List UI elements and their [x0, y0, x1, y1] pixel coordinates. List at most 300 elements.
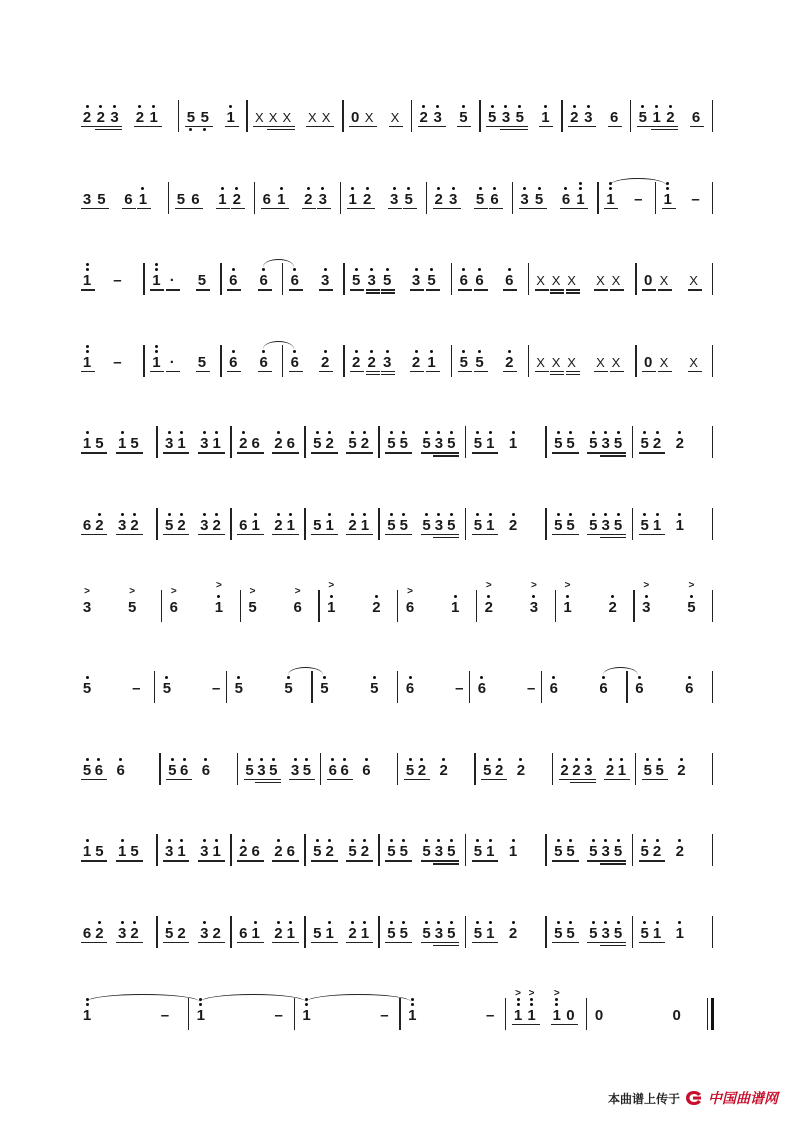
- octave-dot: [277, 921, 280, 924]
- octave-dot: [480, 676, 483, 679]
- octave-dot: [437, 431, 440, 434]
- note-digit: 0: [594, 1006, 604, 1024]
- barline: [311, 671, 312, 703]
- barline: [378, 508, 379, 540]
- duration-underline: [550, 374, 564, 375]
- score-line: [0, 255, 792, 315]
- note-digit: 5: [640, 925, 649, 942]
- duration-underline: [134, 126, 148, 127]
- note-digit: 2: [605, 761, 615, 779]
- note-digit: X: [596, 273, 605, 289]
- duration-underline: [366, 292, 380, 293]
- note-digit: 5: [97, 190, 106, 208]
- octave-dot: [272, 758, 275, 761]
- note-digit: 6: [328, 761, 337, 779]
- octave-dot: [552, 676, 555, 679]
- duration-underline: [306, 126, 320, 127]
- note-digit: 1: [152, 353, 161, 371]
- duration-underline: [433, 208, 447, 209]
- note-digit: 5: [643, 761, 652, 779]
- note-digit: 3: [601, 925, 610, 942]
- octave-dot: [402, 513, 405, 516]
- accent-mark: >: [328, 579, 335, 591]
- note-digit: 6: [459, 272, 468, 290]
- duration-underline: [690, 126, 704, 127]
- octave-dot: [462, 105, 465, 108]
- accent-mark: >: [553, 987, 560, 999]
- note-digit: 5: [387, 925, 396, 942]
- octave-dot: [307, 187, 310, 190]
- barline: [635, 263, 636, 295]
- note-digit: 2: [675, 843, 684, 861]
- octave-dot: [98, 513, 101, 516]
- note-digit: 2: [82, 109, 92, 126]
- note-digit: 1: [302, 1006, 311, 1024]
- duration-underline: [503, 371, 517, 372]
- note-digit: 5: [95, 435, 104, 453]
- note-digit: 2: [560, 761, 569, 779]
- score-line: [0, 337, 792, 397]
- octave-dot: [479, 187, 482, 190]
- octave-dot: [645, 595, 648, 598]
- octave-dot: [609, 187, 612, 190]
- octave-dot: [604, 513, 607, 516]
- note-digit: 5: [638, 109, 647, 126]
- octave-dot: [242, 839, 245, 842]
- note-digit: 5: [488, 109, 497, 126]
- duration-underline: [651, 452, 665, 453]
- note-digit: 5: [302, 761, 312, 779]
- note-digit: 5: [127, 598, 137, 616]
- accent-mark: >: [528, 987, 535, 999]
- note-digit: 1: [82, 353, 92, 371]
- duration-underline: [108, 129, 122, 130]
- note-digit: 5: [313, 435, 322, 453]
- duration-underline: [493, 779, 507, 780]
- note-digit: 5: [245, 761, 254, 779]
- note-digit: 1: [663, 190, 672, 208]
- note-digit: 1: [325, 517, 334, 534]
- note-digit: 5: [640, 517, 649, 534]
- upload-credit: [608, 1087, 778, 1109]
- note-digit: 5: [483, 761, 492, 779]
- note-digit: 3: [257, 761, 266, 779]
- octave-dot: [373, 676, 376, 679]
- note-digit: X: [596, 354, 605, 370]
- octave-dot: [370, 268, 373, 271]
- barline: [474, 753, 475, 785]
- octave-dot: [113, 105, 116, 108]
- note-digit: 1: [450, 598, 460, 616]
- barline: [304, 916, 305, 948]
- qupu-logo-icon: [684, 1089, 704, 1107]
- tie-arc: [603, 667, 639, 675]
- note-digit: 1: [177, 843, 186, 861]
- barline: [178, 100, 179, 132]
- note-digit: 1: [652, 925, 662, 942]
- duration-underline: [514, 126, 528, 127]
- octave-dot: [544, 105, 547, 108]
- note-digit: 5: [422, 843, 431, 861]
- note-digit: 2: [675, 435, 684, 453]
- barline: [230, 834, 231, 866]
- octave-dot: [415, 268, 418, 271]
- octave-dot: [564, 187, 567, 190]
- duration-underline: [445, 945, 459, 946]
- note-digit: 1: [212, 435, 221, 453]
- tie-arc: [288, 667, 324, 675]
- octave-dot: [519, 758, 522, 761]
- barline: [411, 100, 412, 132]
- octave-dot: [121, 431, 124, 434]
- duration-underline: [612, 945, 626, 946]
- duration-underline: [150, 371, 164, 372]
- note-digit: 3: [110, 109, 119, 126]
- note-digit: 2: [484, 598, 493, 616]
- note-digit: 5: [613, 517, 623, 534]
- duration-underline: [253, 126, 267, 127]
- note-digit: 5: [313, 843, 322, 861]
- octave-dot: [86, 431, 89, 434]
- note-digit: X: [551, 273, 561, 289]
- duration-underline: [289, 371, 303, 372]
- note-digit: 3: [117, 517, 127, 534]
- note-digit: 0: [672, 1006, 681, 1024]
- octave-dot: [602, 676, 605, 679]
- duration-underline: [324, 534, 338, 535]
- note-digit: 6: [82, 925, 92, 942]
- barline: [586, 998, 587, 1030]
- note-digit: 5: [313, 925, 322, 942]
- octave-dot: [656, 431, 659, 434]
- barline: [159, 753, 160, 785]
- barline: [555, 590, 556, 622]
- octave-dot: [248, 758, 251, 761]
- octave-dot: [316, 839, 319, 842]
- duration-underline: [458, 371, 472, 372]
- note-digit: 6: [229, 272, 238, 290]
- note-digit: 3: [601, 435, 610, 453]
- octave-dot: [165, 676, 168, 679]
- note-digit: 2: [212, 517, 221, 534]
- note-digit: 1: [196, 1006, 205, 1024]
- octave-dot: [409, 758, 412, 761]
- octave-dot: [411, 1003, 414, 1006]
- note-digit: 5: [382, 272, 392, 290]
- note-digit: 1: [138, 190, 148, 208]
- note-digit: 6: [340, 761, 349, 779]
- octave-dot: [604, 921, 607, 924]
- note-digit: 1: [277, 190, 286, 208]
- barline: [626, 671, 627, 703]
- note-digit: 2: [439, 761, 448, 779]
- note-digit: 5: [370, 680, 379, 698]
- octave-dot: [402, 839, 405, 842]
- barline: [712, 426, 713, 458]
- note-digit: 2: [95, 925, 104, 942]
- duration-underline: [359, 942, 373, 943]
- octave-dot: [430, 268, 433, 271]
- accent-mark: >: [407, 585, 413, 597]
- barline: [630, 100, 631, 132]
- octave-dot: [155, 263, 158, 266]
- duration-underline: [658, 289, 672, 290]
- note-digit: 2: [274, 435, 283, 453]
- duration-underline: [519, 208, 533, 209]
- duration-underline: [533, 208, 547, 209]
- duration-underline: [688, 371, 702, 372]
- duration-underline: [416, 779, 430, 780]
- note-digit: 1: [617, 761, 627, 779]
- note-digit: 1: [286, 517, 295, 534]
- octave-dot: [489, 921, 492, 924]
- duration-underline: [565, 860, 579, 861]
- note-digit: 3: [433, 109, 442, 126]
- octave-dot: [411, 998, 414, 1001]
- note-digit: 5: [130, 435, 139, 453]
- duration-underline: [594, 289, 608, 290]
- note-digit: 5: [613, 435, 623, 453]
- octave-dot: [168, 839, 171, 842]
- barline: [340, 182, 341, 214]
- note-digit: X: [689, 273, 698, 289]
- note-digit: 2: [608, 598, 617, 616]
- duration-underline: [93, 452, 107, 453]
- note-digit: 5: [554, 925, 563, 942]
- octave-dot: [86, 758, 89, 761]
- duration-underline: [150, 289, 164, 290]
- octave-dot: [390, 431, 393, 434]
- note-digit: 5: [473, 925, 483, 942]
- octave-dot: [316, 431, 319, 434]
- note-digit: 5: [687, 598, 696, 616]
- octave-dot: [390, 839, 393, 842]
- duration-underline: [301, 779, 315, 780]
- duration-underline: [503, 289, 517, 290]
- note-digit: 6: [239, 517, 248, 534]
- duration-underline: [445, 863, 459, 864]
- duration-underline: [129, 942, 143, 943]
- note-digit: 1: [251, 925, 260, 942]
- octave-dot: [678, 431, 681, 434]
- barline: [426, 182, 427, 214]
- duration-underline: [81, 289, 95, 290]
- duration-underline: [211, 452, 225, 453]
- note-digit: 6: [94, 761, 104, 779]
- octave-dot: [215, 513, 218, 516]
- note-digit: 2: [212, 925, 221, 942]
- octave-dot: [617, 431, 620, 434]
- duration-underline: [93, 860, 107, 861]
- note-digit: 1: [286, 925, 295, 942]
- octave-dot: [592, 921, 595, 924]
- note-digit: 3: [200, 843, 209, 861]
- duration-underline: [688, 289, 702, 290]
- note-digit: 5: [640, 843, 649, 861]
- octave-dot: [343, 758, 346, 761]
- duration-underline: [285, 860, 299, 861]
- note-digit: 5: [589, 435, 598, 453]
- duration-underline: [539, 126, 553, 127]
- octave-dot: [351, 431, 354, 434]
- duration-underline: [410, 371, 424, 372]
- octave-dot: [183, 758, 186, 761]
- note-digit: X: [255, 110, 264, 125]
- note-digit: 1: [149, 109, 158, 126]
- duration-underline: [651, 534, 665, 535]
- octave-dot: [646, 758, 649, 761]
- octave-dot: [498, 758, 501, 761]
- octave-dot: [86, 263, 89, 266]
- octave-dot: [579, 182, 582, 185]
- duration-underline: [381, 289, 395, 290]
- duration-underline: [366, 374, 380, 375]
- note-digit: 6: [685, 680, 694, 698]
- duration-underline: [320, 126, 334, 127]
- note-digit: 6: [259, 353, 268, 371]
- octave-dot: [688, 676, 691, 679]
- duration-underline: [410, 289, 424, 290]
- note-digit: 5: [197, 353, 207, 371]
- note-digit: 3: [200, 435, 209, 453]
- octave-dot: [402, 431, 405, 434]
- octave-dot: [217, 595, 220, 598]
- note-digit: 5: [566, 843, 575, 861]
- note-digit: 3: [318, 190, 327, 208]
- duration-underline: [267, 129, 281, 130]
- octave-dot: [669, 105, 672, 108]
- score-line: [0, 987, 792, 1050]
- note-digit: 2: [360, 435, 370, 453]
- octave-dot: [592, 839, 595, 842]
- octave-dot: [476, 921, 479, 924]
- note-digit: 1: [214, 598, 224, 616]
- octave-dot: [328, 513, 331, 516]
- duration-underline: [285, 452, 299, 453]
- note-digit: 2: [348, 517, 357, 534]
- octave-dot: [656, 513, 659, 516]
- note-digit: 2: [304, 190, 313, 208]
- octave-dot: [232, 350, 235, 353]
- note-digit: 5: [404, 190, 413, 208]
- barline: [188, 998, 189, 1030]
- dash-symbol: –: [274, 1006, 283, 1024]
- note-digit: 1: [82, 843, 92, 861]
- accent-mark: >: [688, 579, 695, 591]
- duration-underline: [349, 126, 363, 127]
- barline: [632, 508, 633, 540]
- octave-dot: [620, 758, 623, 761]
- note-digit: 5: [234, 680, 243, 698]
- octave-dot: [555, 1003, 558, 1006]
- note-digit: 6: [599, 680, 608, 698]
- octave-dot: [493, 187, 496, 190]
- octave-dot: [658, 758, 661, 761]
- duration-underline: [319, 289, 333, 290]
- note-digit: 5: [164, 925, 174, 942]
- duration-underline: [250, 860, 264, 861]
- octave-dot: [305, 758, 308, 761]
- octave-dot: [235, 187, 238, 190]
- note-digit: 1: [486, 925, 495, 942]
- duration-underline: [148, 126, 162, 127]
- duration-underline: [175, 208, 189, 209]
- duration-underline: [642, 371, 656, 372]
- duration-underline: [651, 129, 665, 130]
- duration-underline: [568, 126, 582, 127]
- duration-underline: [566, 374, 580, 375]
- duration-underline: [175, 860, 189, 861]
- octave-dot: [86, 350, 89, 353]
- octave-dot: [563, 758, 566, 761]
- final-barline-thin: [707, 998, 708, 1030]
- note-digit: 6: [362, 761, 371, 779]
- octave-dot: [328, 839, 331, 842]
- note-digit: 1: [325, 925, 334, 942]
- octave-dot: [86, 676, 89, 679]
- octave-dot: [99, 105, 102, 108]
- octave-dot: [155, 345, 158, 348]
- note-digit: 3: [82, 598, 92, 616]
- note-digit: 1: [606, 190, 615, 208]
- note-digit: 2: [494, 761, 504, 779]
- note-digit: 5: [459, 109, 468, 126]
- octave-dot: [289, 921, 292, 924]
- octave-dot: [592, 431, 595, 434]
- duration-underline: [582, 126, 596, 127]
- note-digit: 5: [534, 190, 544, 208]
- note-digit: 2: [363, 190, 372, 208]
- note-digit: 3: [584, 109, 593, 126]
- note-digit: 2: [320, 353, 330, 371]
- barline: [505, 998, 506, 1030]
- note-digit: 2: [516, 761, 526, 779]
- duration-underline: [550, 289, 564, 290]
- octave-dot: [643, 513, 646, 516]
- note-digit: 3: [642, 598, 651, 616]
- final-barline-thick: [711, 998, 714, 1030]
- octave-dot: [254, 513, 257, 516]
- duration-underline: [484, 860, 498, 861]
- duration-underline: [550, 292, 564, 293]
- note-digit: 1: [360, 517, 370, 534]
- barline: [465, 508, 466, 540]
- octave-dot: [557, 921, 560, 924]
- duration-underline: [582, 779, 596, 780]
- octave-dot: [530, 1003, 533, 1006]
- octave-dot: [517, 1003, 520, 1006]
- note-digit: 1: [82, 1006, 92, 1024]
- barline: [469, 671, 470, 703]
- duration-underline: [216, 208, 230, 209]
- note-digit: 0: [351, 109, 360, 126]
- duration-underline: [612, 452, 626, 453]
- dash-symbol: –: [526, 680, 536, 698]
- duration-underline: [398, 942, 412, 943]
- duration-underline: [129, 452, 143, 453]
- note-digit: 1: [360, 925, 370, 942]
- note-digit: 5: [566, 517, 575, 534]
- octave-dot: [420, 758, 423, 761]
- duration-underline: [474, 289, 488, 290]
- duration-underline: [612, 942, 626, 943]
- octave-dot: [305, 1003, 308, 1006]
- note-digit: 5: [399, 843, 408, 861]
- octave-dot: [442, 758, 445, 761]
- octave-dot: [180, 431, 183, 434]
- note-digit: 6: [405, 598, 415, 616]
- octave-dot: [504, 105, 507, 108]
